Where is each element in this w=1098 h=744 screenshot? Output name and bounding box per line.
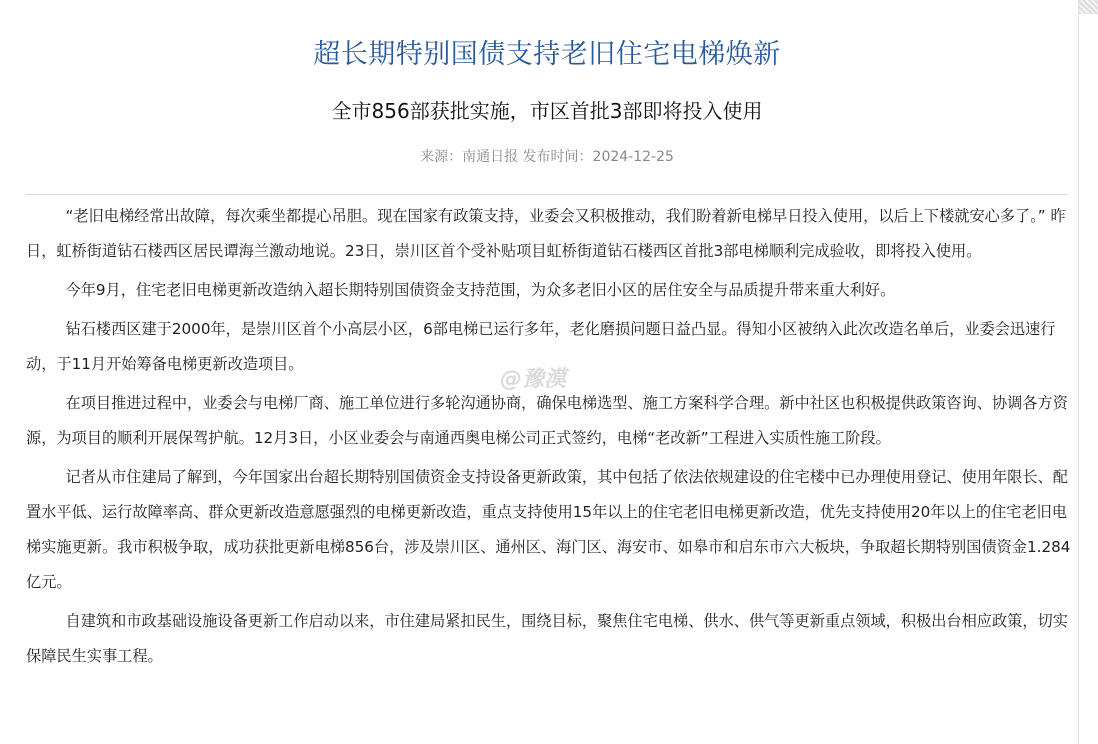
- paragraph: 钻石楼西区建于2000年，是崇川区首个小高层小区，6部电梯已运行多年，老化磨损问题日益凸显。得知小区被纳入此次改造名单后，业委会迅速行动，于11月开始筹备电梯更新改造项目。: [26, 320, 1056, 373]
- paragraph: “老旧电梯经常出故障，每次乘坐都提心吊胆。现在国家有政策支持，业委会又积极推动，我们盼着新电梯早日投入使用，以后上下楼就安心多了。” 昨日，虹桥街道钻石楼西区居民谭海兰激动地说。23日，崇川区首个受补贴项目虹桥街道钻石楼西区首批3部电梯顺利完成验收，即将投入使用。: [26, 207, 1066, 260]
- paragraph: 在项目推进过程中，业委会与电梯厂商、施工单位进行多轮沟通协商，确保电梯选型、施工方案科学合理。新中社区也积极提供政策咨询、协调各方资源，为项目的顺利开展保驾护航。12月3日，小区业委会与南通西奥电梯公司正式签约，电梯“老改新”工程进入实质性施工阶段。: [26, 394, 1068, 447]
- paragraph: 自建筑和市政基础设施设备更新工作启动以来，市住建局紧扣民生，围绕目标，聚焦住宅电梯、供水、供气等更新重点领域，积极出台相应政策，切实保障民生实事工程。: [26, 612, 1068, 665]
- article-body: [26, 199, 1072, 678]
- scrollbar-thumb[interactable]: [1079, 0, 1098, 14]
- article-meta: 来源：南通日报 发布时间：2024-12-25: [420, 149, 674, 165]
- divider: [26, 194, 1068, 195]
- paragraph: 记者从市住建局了解到，今年国家出台超长期特别国债资金支持设备更新政策，其中包括了依法依规建设的住宅楼中已办理使用登记、使用年限长、配置水平低、运行故障率高、群众更新改造意愿强烈的电梯更新改造，重点支持使用15年以上的住宅老旧电梯更新改造，优先支持使用20年以上的住宅老旧电梯实施更新。我市积极争取，成功获批更新电梯856台，涉及崇川区、通州区、海门区、海安市、如皋市和启东市六大板块，争取超长期特别国债资金1.284亿元。: [26, 468, 1071, 591]
- paragraph: 今年9月，住宅老旧电梯更新改造纳入超长期特别国债资金支持范围，为众多老旧小区的居住安全与品质提升带来重大利好。: [65, 281, 896, 299]
- article-subtitle: 全市856部获批实施，市区首批3部即将投入使用: [331, 99, 763, 123]
- watermark: @豫漠: [500, 367, 567, 392]
- vertical-scrollbar[interactable]: [1078, 0, 1098, 744]
- article-title: 超长期特别国债支持老旧住宅电梯焕新: [313, 39, 781, 70]
